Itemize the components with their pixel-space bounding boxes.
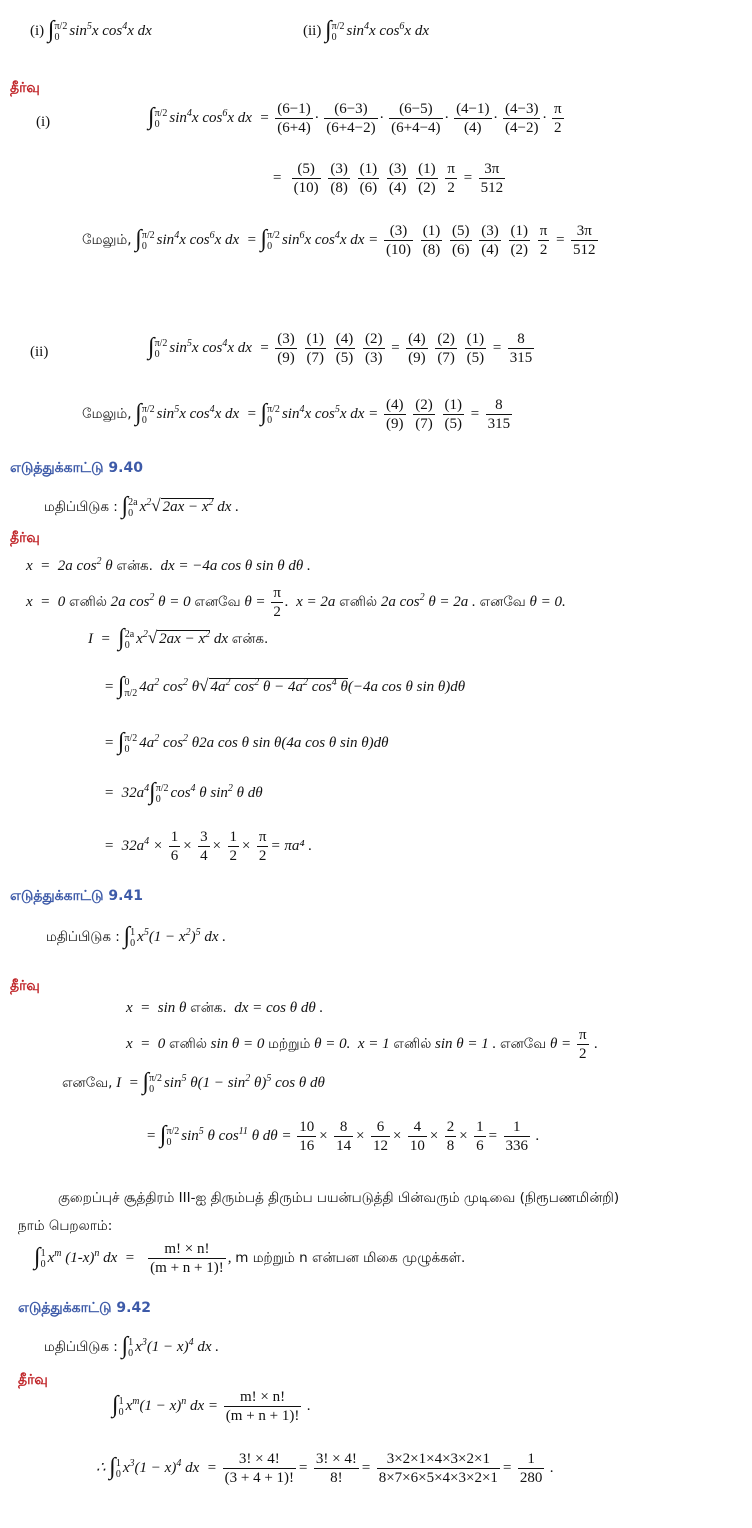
solution-heading-2: தீர்வு: [10, 530, 40, 546]
result-pi-a4: πa⁴: [284, 837, 305, 854]
reduction-paragraph-line2: நாம் பெறலாம்:: [18, 1218, 113, 1234]
eq-ii-line1: ∫ π/2 0 $\sin^5x$ $\cos^4x$ dx = $\frac{(3)}{(9)}$ $\frac{(1)}{(7)}$ $\frac{(4)}{(5)}$ $\frac{(2)}{(3)}$ = $\frac{(4)}{(9)}$ $\frac{(2)}{(7)}$ $\frac{(1)}{(5)}$ = $\frac{8}{315}$: [148, 331, 533, 366]
sol-42-line1: ∫ 1 0 $x^m(1 - x)^n$ dx = $\frac{m! \times n!}{(m + n + 1)!}$ .: [112, 1389, 311, 1424]
example-9-42-statement: மதிப்பிடுக : ∫ 1 0 $x^3(1 - x)^4$ dx .: [44, 1333, 220, 1359]
part-ii-label: (ii): [30, 344, 49, 360]
sol-40-line2: x = 0 எனில் 2a $\cos^2 \theta = 0$ எனவே θ = $\frac{\pi}{2}$ . x = 2a எனில் 2a $\cos^2 \theta = 2a$ . எனவே θ = 0.: [26, 585, 566, 620]
sol-40-line6: = $32a^4\int$ π/2 0 $\cos^4 \theta$ $\sin^2 \theta$ dθ: [104, 779, 263, 805]
sol-40-line4: = ∫ 0 π/2 $4a^2$ $\cos^2 \theta√$ $4a^2$ $\cos^2 \theta - 4a^2$ $\cos^4 \theta(-4a$ cos θ sin θ)dθ: [104, 673, 466, 699]
eq-i-line2: = $\frac{(5)}{(10)}$ $\frac{(3)}{(8)}$ $\frac{(1)}{(6)}$ $\frac{(3)}{(4)}$ $\frac{(1)}{(2)}$ $\frac{\pi}{2}$ = $\frac{3\pi}{512}$: [272, 161, 504, 196]
reduction-formula: ∫ 1 0 $x^m$ $(1-x)^n$ dx = $\frac{m! \times n!}{(m + n + 1)!}$ , m மற்றும் n என்பன மிகை முழுக்கள்.: [34, 1241, 466, 1276]
example-9-41-heading: எடுத்துக்காட்டு 9.41: [10, 888, 143, 904]
example-9-40-statement: மதிப்பிடுக : ∫ 2a 0 $x^2√$ $2ax - x^2$ dx .: [44, 493, 239, 519]
solution-heading-3: தீர்வு: [10, 978, 40, 994]
eq-ii-line2: மேலும், ∫ π/2 0 $\sin^5x$ $\cos^4x$ dx = ∫ π/2 0 $\sin^4x$ $\cos^5x$ dx = $\frac{(4)}{(9)}$ $\frac{(2)}{(7)}$ $\frac{(1)}{(5)}$ = $\frac{8}{315}$: [82, 397, 511, 432]
sol-41-line3: எனவே, I = ∫ π/2 0 $\sin^5 \theta(1 - \sin^2 \theta)^5$ cos θ dθ: [62, 1069, 325, 1095]
sol-40-line7: = $32a^4$ × $\frac{1}{6}$ × $\frac{3}{4}$ × $\frac{1}{2}$ × $\frac{\pi}{2}$ = πa⁴ .: [104, 829, 313, 864]
sol-41-line1: x = sin θ என்க. dx = cos θ dθ .: [126, 1000, 324, 1016]
problem-i: (i) ∫ π/2 0 $\sin^5x$ $\cos^4x$ dx: [30, 17, 152, 43]
sol-40-line3: I = ∫ 2a 0 $x^2√$ $2ax - x^2$ dx என்க.: [88, 625, 269, 651]
sol-40-line1: x = 2a $\cos^2 \theta$ என்க. dx = −4a cos θ sin θ dθ .: [26, 556, 311, 574]
eq-i-line1: ∫ π/2 0 $\sin^4x$ $\cos^6x$ dx = $\frac{(6-1)}{(6+4)}$ · $\frac{(6-3)}{(6+4-2)}$ · $\frac{(6-5)}{(6+4-4)}$ · $\frac{(4-1)}{(4)}$ · $\frac{(4-3)}{(4-2)}$ · $\frac{\pi}{2}$: [148, 101, 562, 136]
part-i-label: (i): [36, 114, 51, 130]
example-9-41-statement: மதிப்பிடுக : ∫ 1 0 $x^5(1 - x^2)^5$ dx .: [46, 923, 227, 949]
eq-i-line3: மேலும், ∫ π/2 0 $\sin^4x$ $\cos^6x$ dx = ∫ π/2 0 $\sin^6x$ $\cos^4x$ dx = $\frac{(3)}{(10)}$ $\frac{(1)}{(8)}$ $\frac{(5)}{(6)}$ $\frac{(3)}{(4)}$ $\frac{(1)}{(2)}$ $\frac{\pi}{2}$ = $\frac{3\pi}{512}$: [82, 223, 596, 258]
sol-40-line5: = ∫ π/2 0 $4a^2$ $\cos^2 \theta 2a$ cos θ sin θ(4a cos θ sin θ)dθ: [104, 729, 389, 755]
sol-41-line4: = ∫ π/2 0 $\sin^5 \theta$ $\cos^{11} \theta$ dθ = $\frac{10}{16}$ × $\frac{8}{14}$ × $\frac{6}{12}$ × $\frac{4}{10}$ × $\frac{2}{8}$ × $\frac{1}{6}$ = $\frac{1}{336}$ .: [146, 1119, 540, 1154]
problem-ii: (ii) ∫ π/2 0 $\sin^4x$ $\cos^6x$ dx: [303, 17, 429, 43]
example-9-42-heading: எடுத்துக்காட்டு 9.42: [18, 1300, 151, 1316]
result-3pi: 3π: [479, 160, 506, 179]
solution-heading-4: தீர்வு: [18, 1372, 48, 1388]
problem-ii-label: (ii): [303, 22, 322, 39]
sol-41-line2: x = 0 எனில் sin θ = 0 மற்றும் θ = 0. x = 1 எனில் sin θ = 1 . எனவே θ = $\frac{\pi}{2}$ .: [126, 1027, 599, 1062]
reduction-paragraph-line1: குறைப்புச் சூத்திரம் III-ஐ திரும்பத் திரும்ப பயன்படுத்தி பின்வரும் முடிவை (நிரூபணமின்றி): [58, 1190, 620, 1206]
problem-i-label: (i): [30, 22, 45, 39]
sol-42-line2: ∴ ∫ 1 0 $x^3(1 - x)^4$ dx = $\frac{3! \times 4!}{(3 + 4 + 1)!}$ = $\frac{3! \times 4!}{8!}$ = $\frac{3\times 2\times 1\times 4\times 3\times 2\times 1}{8\times 7\times 6\times 5\times 4\times 3\times 2\times 1}$ = $\frac{1}{280}$ .: [96, 1451, 554, 1486]
example-9-40-heading: எடுத்துக்காட்டு 9.40: [10, 460, 143, 476]
solution-heading-1: தீர்வு: [10, 80, 40, 96]
